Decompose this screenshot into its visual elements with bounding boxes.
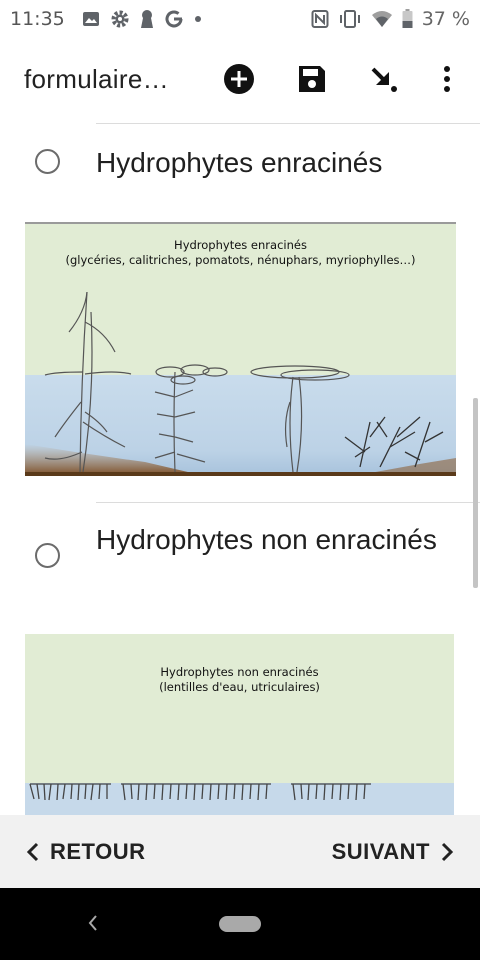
more-options-button[interactable]	[430, 62, 464, 96]
status-left-icons	[82, 9, 202, 29]
divider	[96, 123, 480, 124]
add-circle-icon	[223, 63, 255, 95]
back-label: RETOUR	[50, 839, 146, 864]
radio-button[interactable]	[35, 149, 60, 174]
keyhole-icon	[140, 9, 154, 29]
chevron-left-icon	[26, 842, 40, 862]
illustration-rooted-hydrophytes[interactable]	[25, 222, 456, 476]
status-bar	[0, 0, 480, 38]
system-back-icon[interactable]	[86, 913, 100, 933]
save-icon	[297, 64, 327, 94]
image-caption-examples: (lentilles d'eau, utriculaires)	[159, 680, 320, 694]
system-navigation-bar	[0, 888, 480, 960]
battery-percent: 37 %	[421, 8, 470, 30]
image-caption-title: Hydrophytes enracinés	[174, 238, 307, 252]
form-navigation-bar	[0, 815, 480, 888]
scrollbar[interactable]	[473, 398, 478, 588]
image-caption-examples: (glycéries, calitriches, pomatots, nénuphars, myriophylles…)	[65, 253, 416, 267]
form-title: formulaire…	[24, 64, 169, 94]
save-button[interactable]	[295, 62, 329, 96]
illustration-non-rooted-hydrophytes[interactable]	[25, 634, 454, 815]
jump-button[interactable]	[366, 62, 400, 96]
arrow-down-right-icon	[368, 64, 398, 94]
home-button[interactable]	[219, 916, 261, 932]
option-label[interactable]: Hydrophytes non enracinés	[96, 524, 437, 555]
next-label: SUIVANT	[331, 839, 430, 864]
status-right-icons	[311, 8, 470, 30]
next-button[interactable]	[332, 839, 454, 865]
battery-icon	[402, 9, 413, 29]
wifi-icon	[371, 10, 393, 28]
floating-plants-drawing	[25, 634, 454, 815]
back-button[interactable]	[26, 839, 146, 865]
image-icon	[82, 10, 100, 28]
nfc-icon	[311, 9, 329, 29]
add-button[interactable]	[222, 62, 256, 96]
radio-button[interactable]	[35, 543, 60, 568]
form-content[interactable]	[0, 120, 480, 815]
more-vert-icon	[443, 65, 451, 93]
vibrate-icon	[338, 9, 362, 29]
chevron-right-icon	[440, 842, 454, 862]
image-caption-title: Hydrophytes non enracinés	[160, 665, 319, 679]
divider	[96, 502, 480, 503]
status-time: 11:35	[10, 8, 65, 30]
google-icon	[164, 9, 184, 29]
dot-icon	[194, 9, 202, 29]
gear-icon	[110, 9, 130, 29]
option-label[interactable]: Hydrophytes enracinés	[96, 147, 383, 178]
app-bar	[0, 38, 480, 120]
